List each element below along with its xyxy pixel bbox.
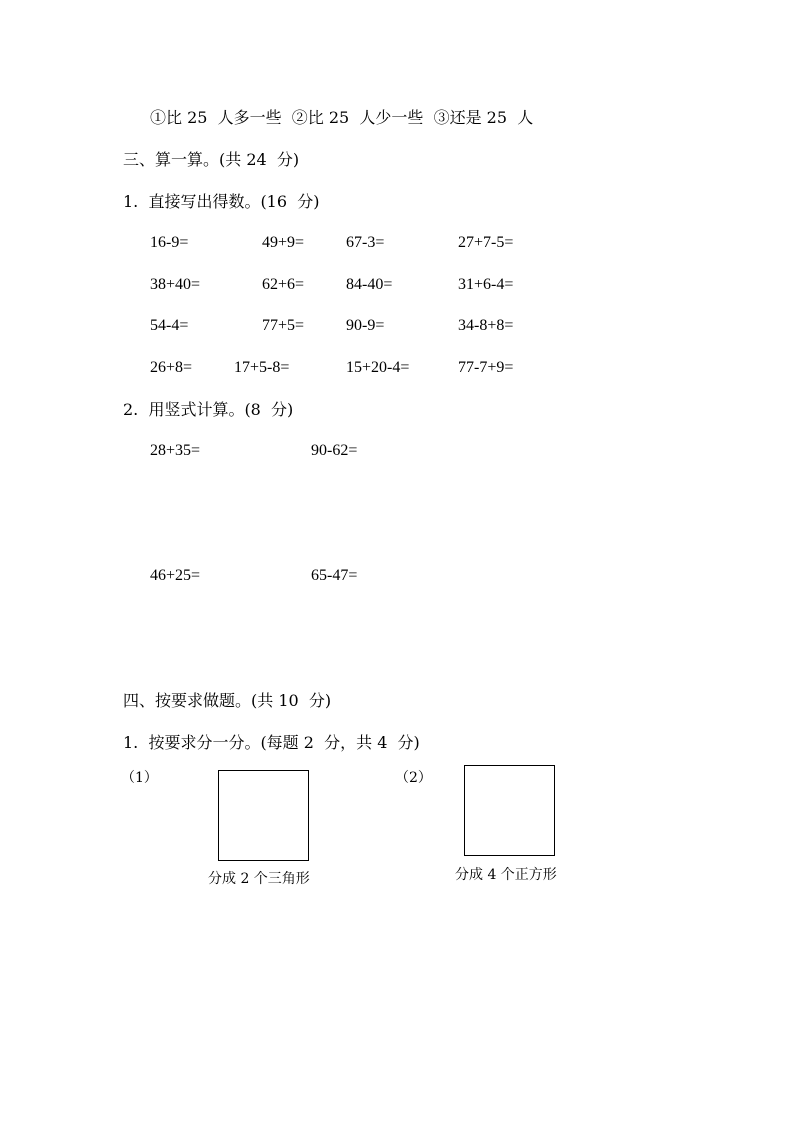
square-shape [218,770,309,861]
expression: 34-8+8= [458,317,514,334]
shape-caption: 分成 2 个三角形 [208,871,310,887]
expression: 67-3= [346,234,385,251]
expression: 90-9= [346,317,385,334]
expression: 17+5-8= [234,359,290,376]
section-4-title: 四、按要求做题。(共 10 分) [123,691,332,710]
expression: 27+7-5= [458,234,514,251]
item-label: （1） [121,770,158,786]
expression: 77-7+9= [458,359,514,376]
expression: 16-9= [150,234,189,251]
vertical-calc-expression: 65-47= [311,567,358,584]
expression: 26+8= [150,359,193,376]
expression: 62+6= [262,276,305,293]
vertical-calc-expression: 28+35= [150,442,201,459]
item-label: （2） [395,770,432,786]
expression: 38+40= [150,276,201,293]
question-4-1-title: 1. 按要求分一分。(每题 2 分，共 4 分) [123,733,420,752]
expression: 49+9= [262,234,305,251]
vertical-calc-expression: 90-62= [311,442,358,459]
vertical-calc-expression: 46+25= [150,567,201,584]
expression: 15+20-4= [346,359,410,376]
answer-choices: ①比 25 人多一些 ②比 25 人少一些 ③还是 25 人 [150,108,534,127]
expression: 77+5= [262,317,305,334]
question-3-2-title: 2. 用竖式计算。(8 分) [123,400,294,419]
expression: 31+6-4= [458,276,514,293]
expression: 84-40= [346,276,393,293]
section-3-title: 三、算一算。(共 24 分) [123,150,300,169]
question-3-1-title: 1. 直接写出得数。(16 分) [123,192,320,211]
shape-caption: 分成 4 个正方形 [455,867,557,883]
square-shape [464,765,555,856]
expression: 54-4= [150,317,189,334]
